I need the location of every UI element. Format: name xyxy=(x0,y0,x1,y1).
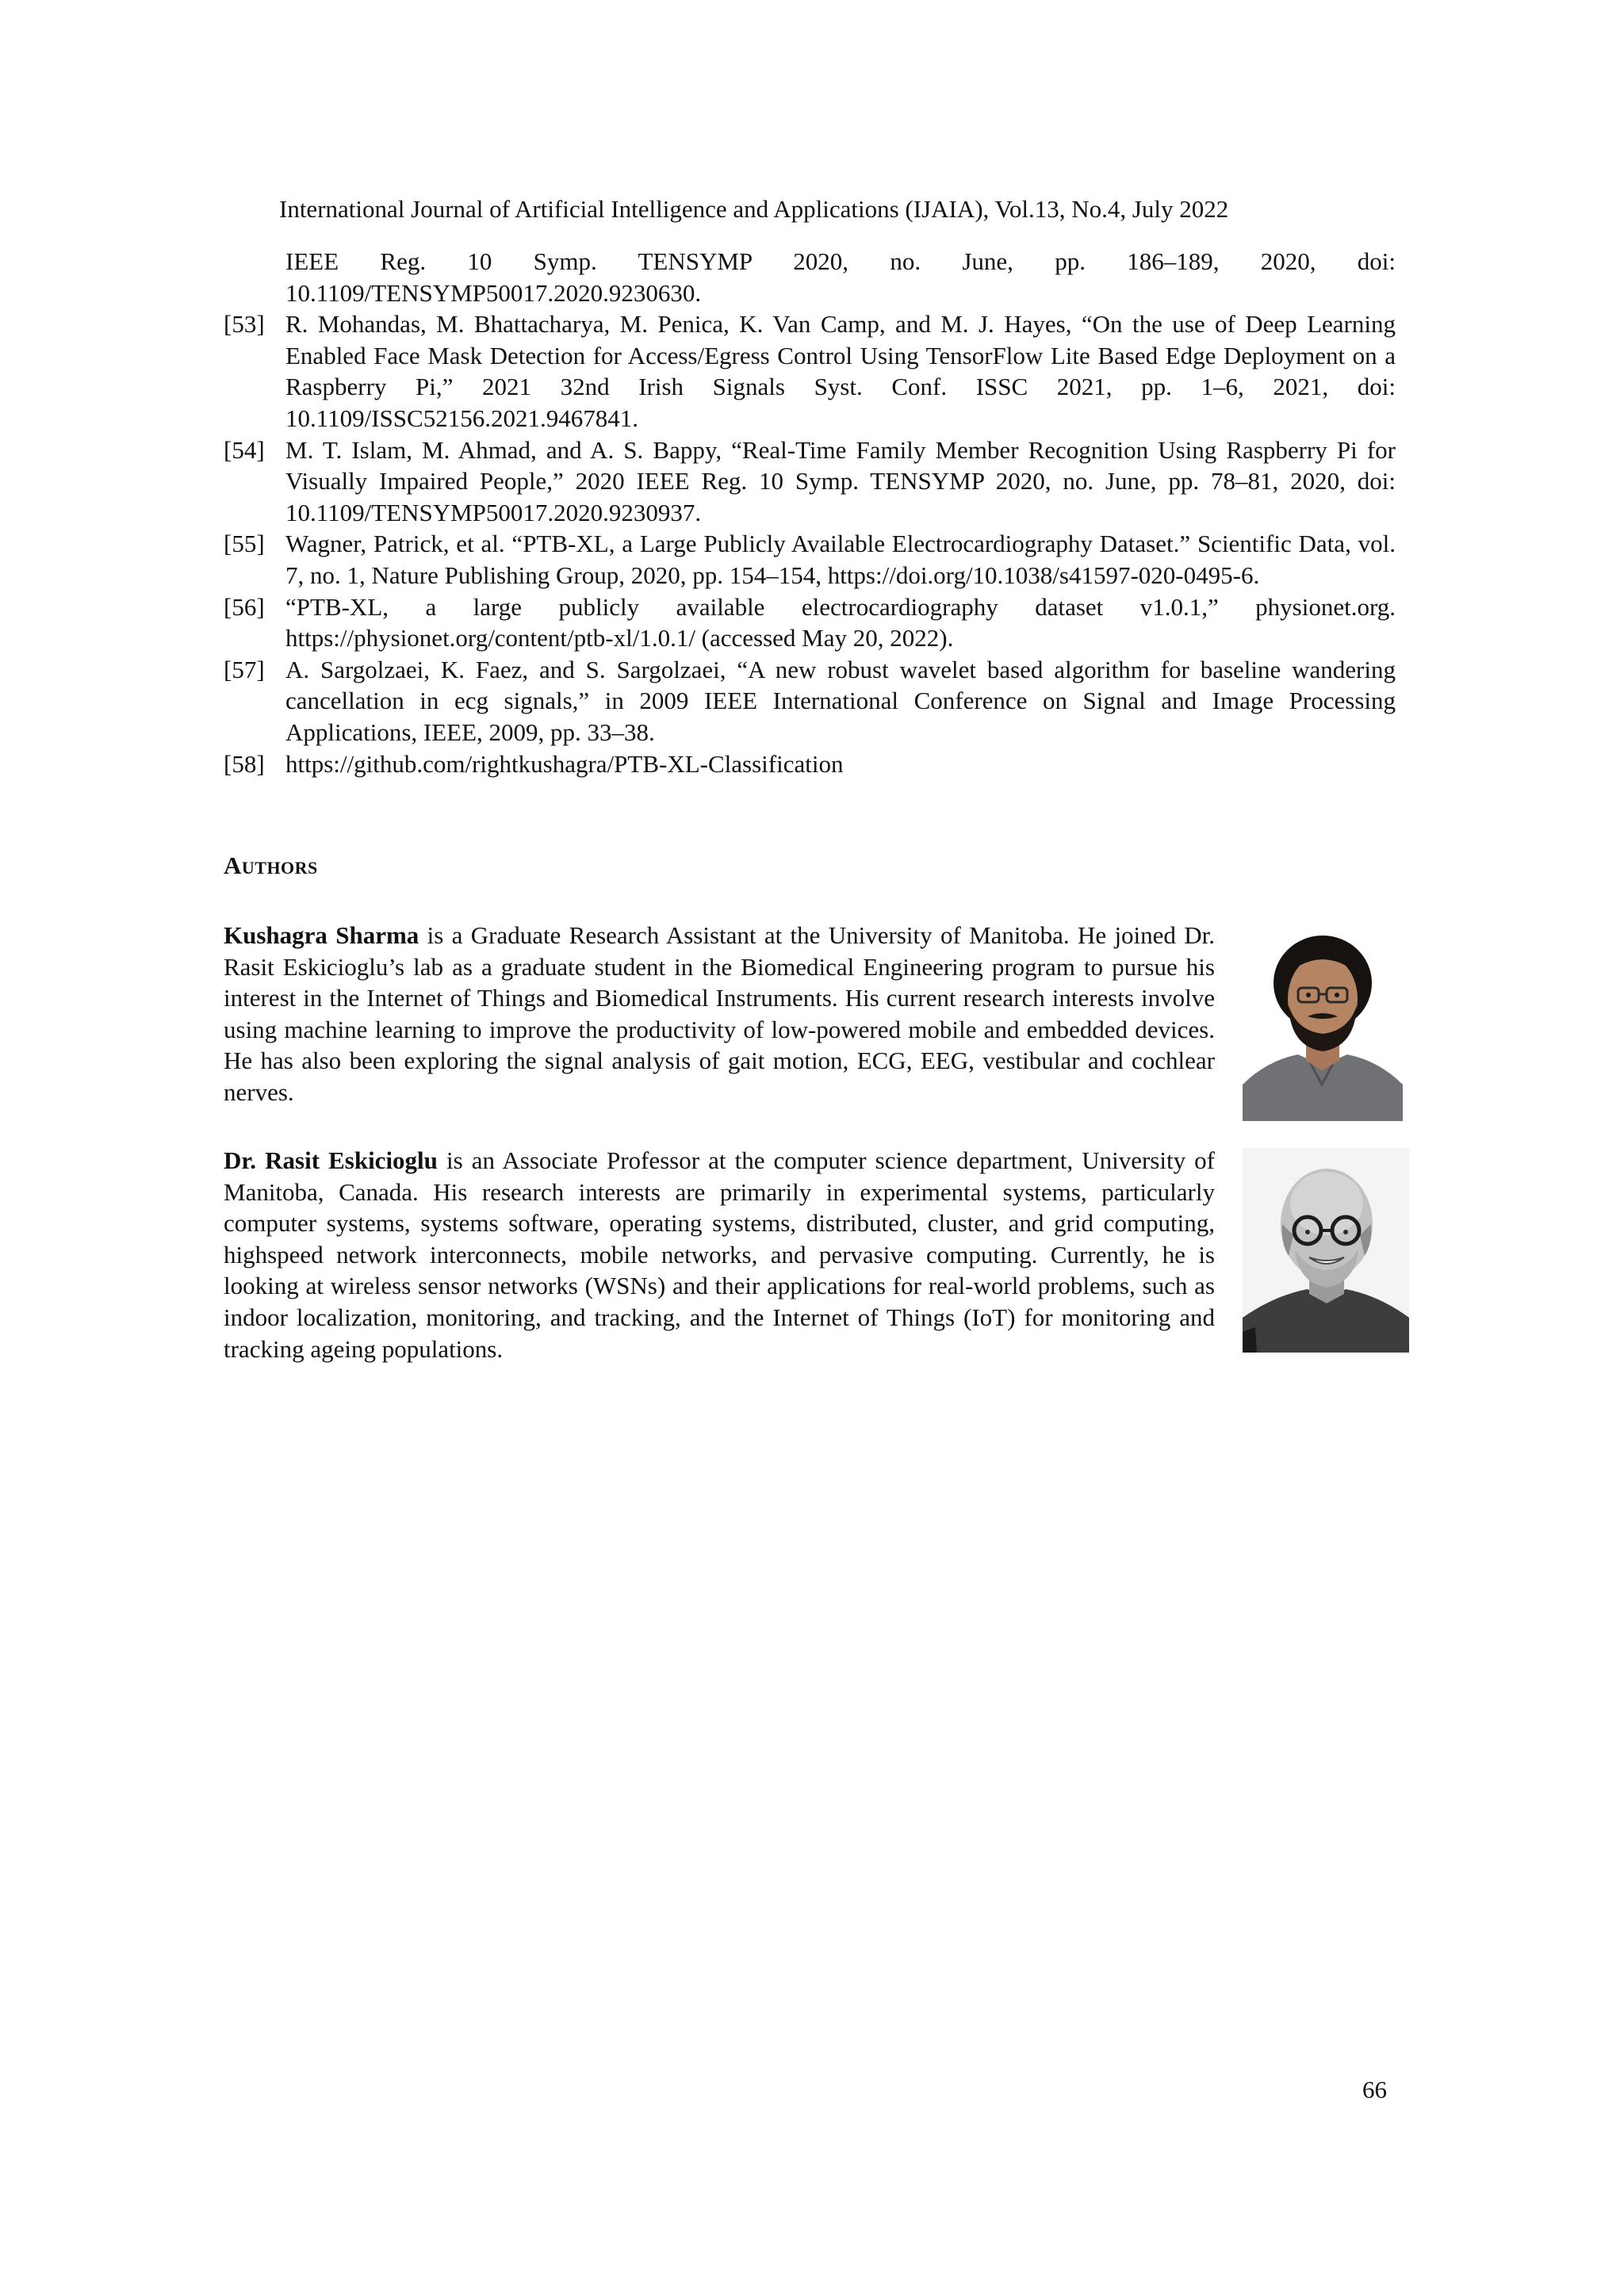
reference-number: [56] xyxy=(224,592,265,621)
author-bio-text: is an Associate Professor at the computer science department, University of Manitoba, Canada. His research interests are primarily in experimental systems, particularly computer systems, systems software, operating systems, distributed, cluster, and grid computing, highspeed network interconnects, mobile networks, and pervasive computing. Currently, he is looking at wireless sensor networks (WSNs) and their applications for real-world problems, such as indoor localization, monitoring, and tracking, and the Internet of Things (IoT) for monitoring and tracking ageing populations. xyxy=(224,1146,1215,1363)
reference-item xyxy=(224,748,1396,780)
author-bio-text: is a Graduate Research Assistant at the University of Manitoba. He joined Dr. Rasit Eskicioglu’s lab as a graduate student in the Biomedical Engineering program to pursue his interest in the Internet of Things and Biomedical Instruments. His current research interests involve using machine learning to improve the productivity of low-powered mobile and embedded devices. He has also been exploring the signal analysis of gait motion, ECG, EEG, vestibular and cochlear nerves. xyxy=(224,921,1216,1106)
reference-item xyxy=(224,528,1396,591)
reference-text: “PTB-XL, a large publicly available electrocardiography dataset v1.0.1,” physionet.org. https://physionet.org/content/ptb-xl/1.0.1/ (accessed May 20, 2022). xyxy=(285,592,1396,652)
author-portrait-image xyxy=(1243,926,1403,1121)
author-photo xyxy=(1243,1148,1409,1353)
reference-number: [54] xyxy=(224,435,265,464)
author-name: Dr. Rasit Eskicioglu xyxy=(224,1146,438,1174)
reference-text: https://github.com/rightkushagra/PTB-XL-Classification xyxy=(285,749,844,778)
page-number: 66 xyxy=(1362,2076,1387,2103)
author-photo xyxy=(1243,926,1403,1121)
reference-number: [57] xyxy=(224,655,265,683)
reference-text: Wagner, Patrick, et al. “PTB-XL, a Large Publicly Available Electrocardiography Dataset.” Scientific Data, vol. 7, no. 1, Nature Publishing Group, 2020, pp. 154–154, https://doi.org/10.1038/s41597-020-0495-6. xyxy=(285,530,1396,589)
author-bio xyxy=(224,920,1215,1108)
authors-heading: Authors xyxy=(224,851,318,879)
reference-list xyxy=(224,246,1396,779)
reference-item xyxy=(224,308,1396,434)
reference-item xyxy=(224,591,1396,654)
reference-text: A. Sargolzaei, K. Faez, and S. Sargolzaei, “A new robust wavelet based algorithm for baseline wandering cancellation in ecg signals,” in 2009 IEEE International Conference on Signal and Image Processing Applications, IEEE, 2009, pp. 33–38. xyxy=(285,655,1396,746)
running-header: International Journal of Artificial Intelligence and Applications (IJAIA), Vol.13, No.4, July 2022 xyxy=(279,195,1229,223)
reference-text: R. Mohandas, M. Bhattacharya, M. Penica, K. Van Camp, and M. J. Hayes, “On the use of Deep Learning Enabled Face Mask Detection for Access/Egress Control Using TensorFlow Lite Based Edge Deployment on a Raspberry Pi,” 2021 32nd Irish Signals Syst. Conf. ISSC 2021, pp. 1–6, 2021, doi: 10.1109/ISSC52156.2021.9467841. xyxy=(285,310,1396,432)
reference-number: [55] xyxy=(224,530,265,558)
reference-number: [58] xyxy=(224,749,265,778)
reference-continuation: IEEE Reg. 10 Symp. TENSYMP 2020, no. June, pp. 186–189, 2020, doi: 10.1109/TENSYMP50017.2020.9230630. xyxy=(285,247,1396,307)
author-name: Kushagra Sharma xyxy=(224,921,419,949)
reference-item xyxy=(224,434,1396,529)
reference-text: M. T. Islam, M. Ahmad, and A. S. Bappy, “Real-Time Family Member Recognition Using Raspberry Pi for Visually Impaired People,” 2020 IEEE Reg. 10 Symp. TENSYMP 2020, no. June, pp. 78–81, 2020, doi: 10.1109/TENSYMP50017.2020.9230937. xyxy=(285,435,1396,526)
reference-item xyxy=(224,654,1396,748)
reference-number: [53] xyxy=(224,310,265,339)
author-bio xyxy=(224,1145,1215,1364)
author-portrait-image xyxy=(1243,1148,1409,1353)
